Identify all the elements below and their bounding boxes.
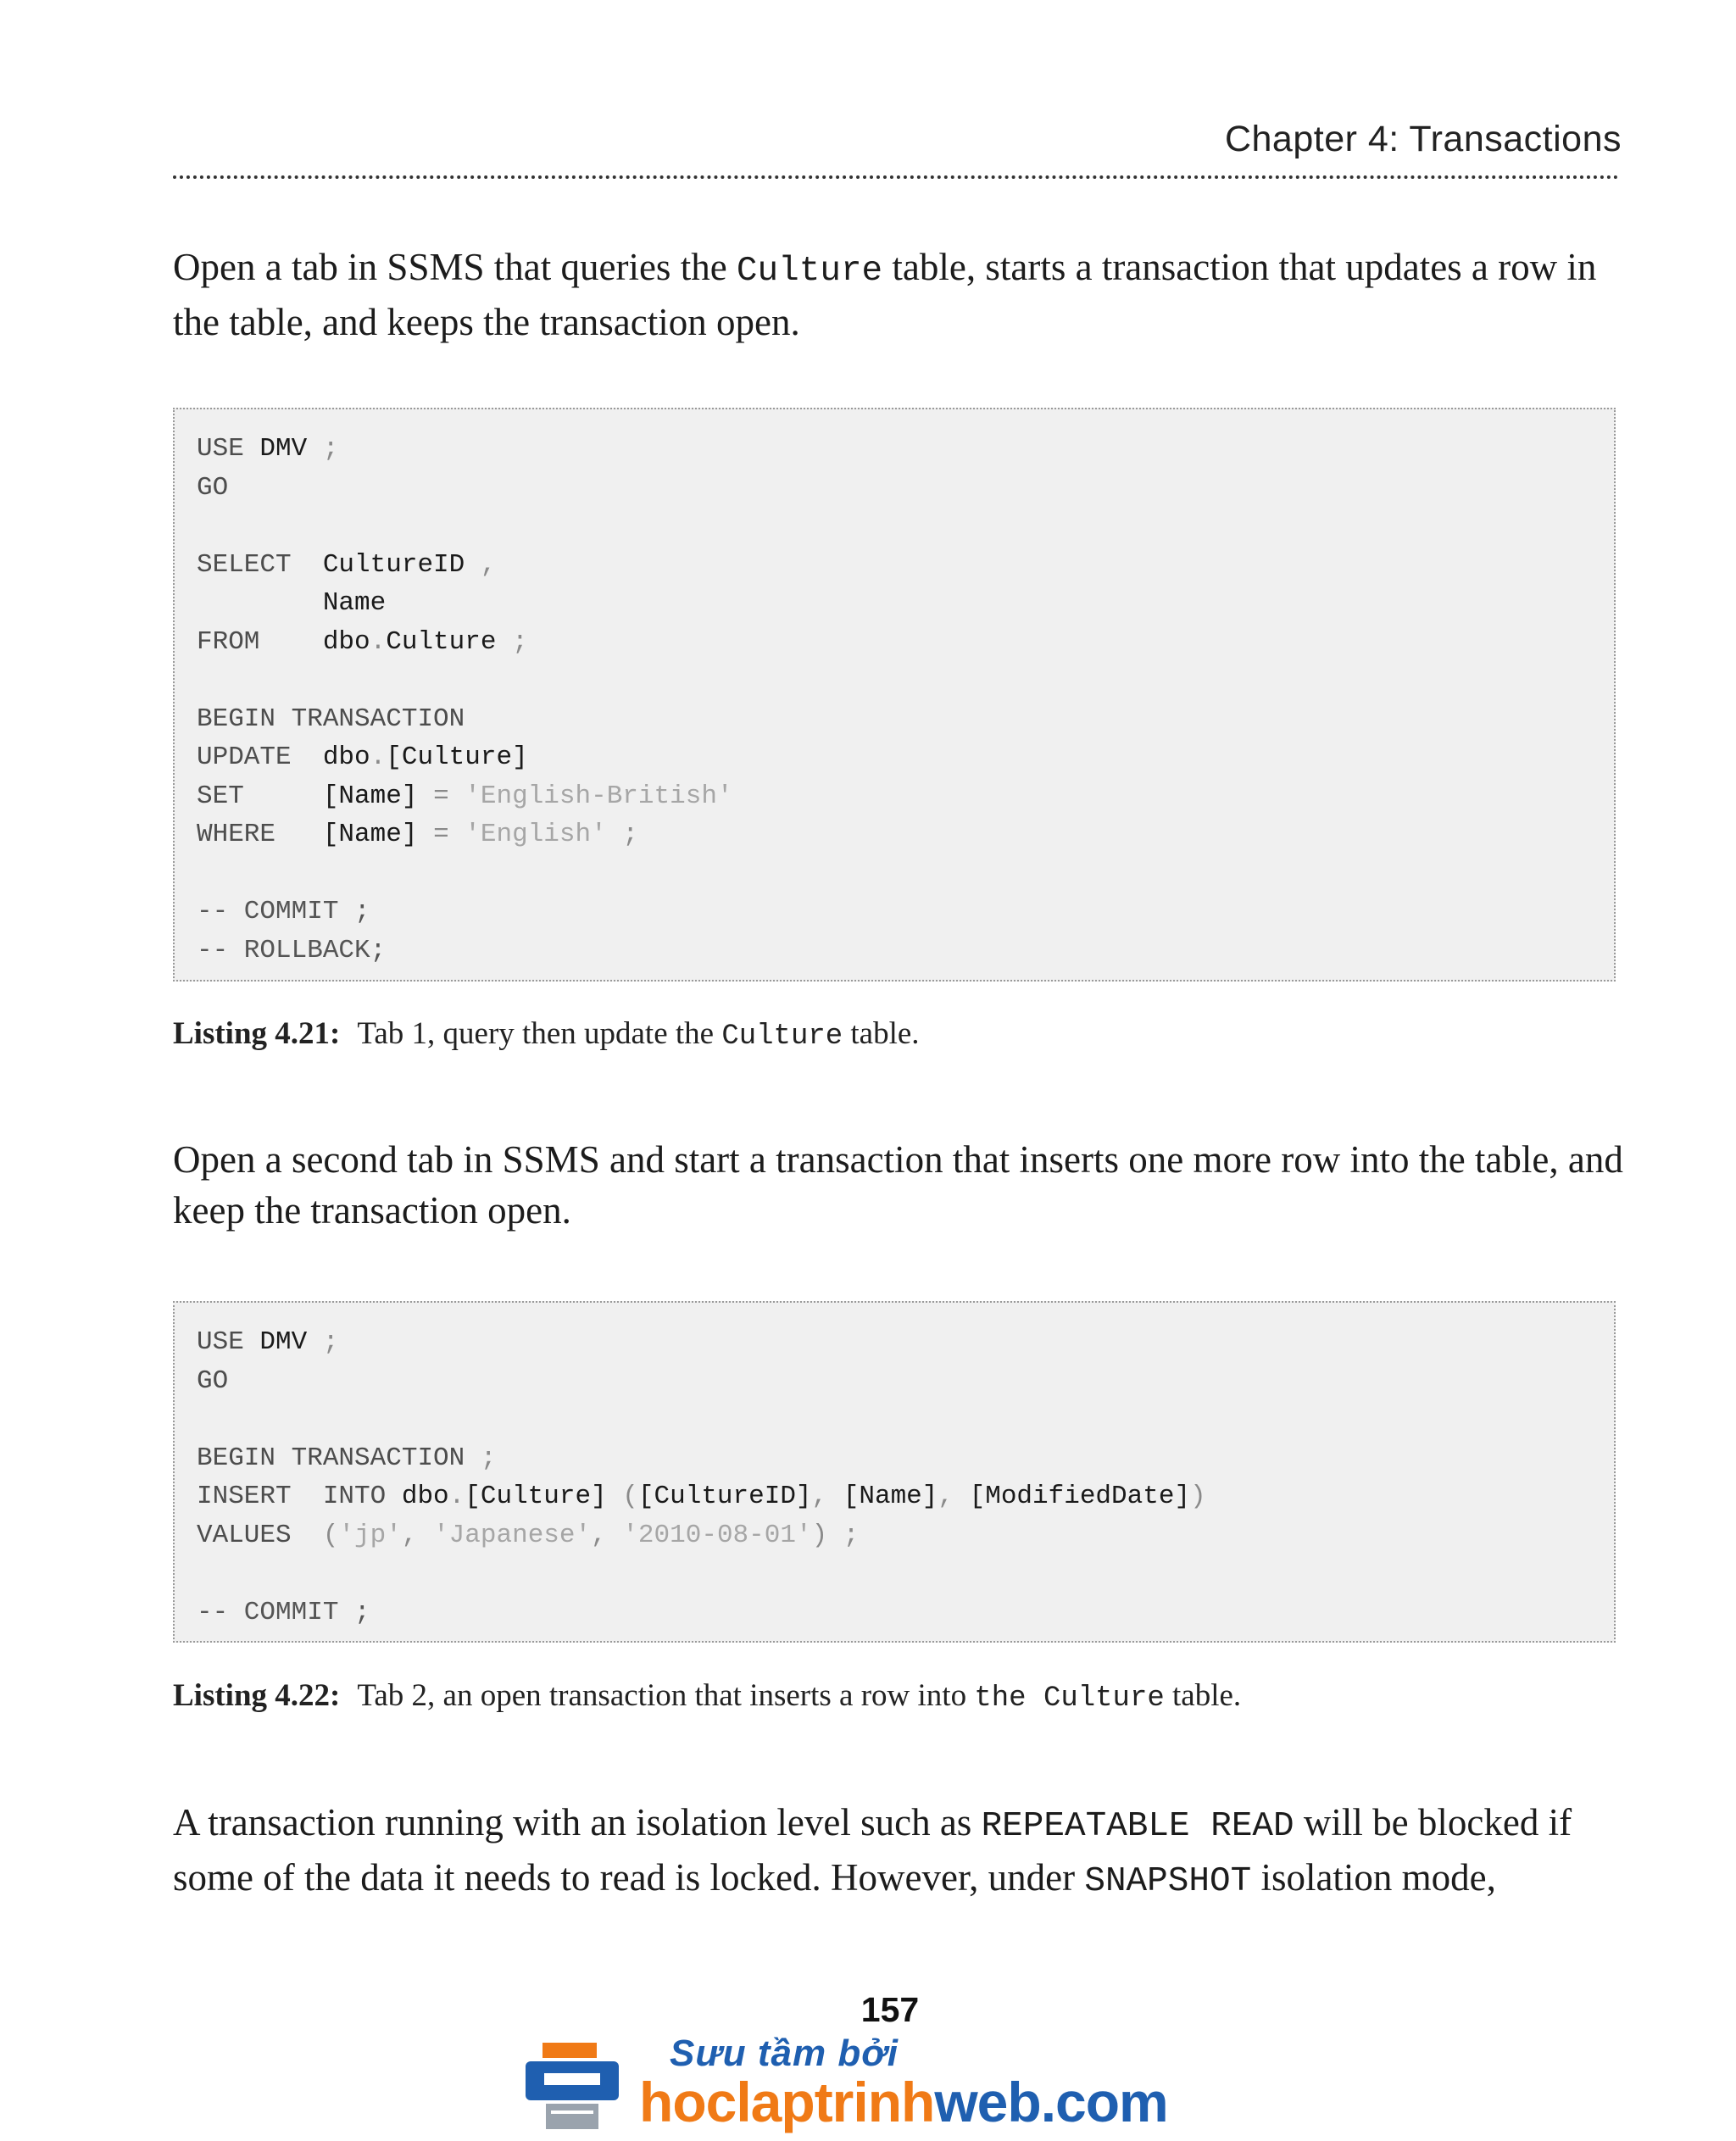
paragraph-3-code-b: SNAPSHOT	[1084, 1862, 1252, 1901]
code-token: WHERE	[197, 820, 323, 849]
code-token: [ModifiedDate]	[969, 1482, 1191, 1511]
code-line	[197, 777, 1614, 816]
caption-label: Listing 4.21:	[173, 1016, 341, 1051]
paragraph-3-code-a: REPEATABLE READ	[981, 1807, 1294, 1846]
listing-caption-4-22	[173, 1676, 1631, 1719]
watermark	[526, 2033, 1229, 2141]
code-token: 'English'	[465, 820, 623, 849]
code-line	[197, 931, 1614, 970]
code-line	[197, 1400, 1614, 1439]
code-token: BEGIN TRANSACTION	[197, 1443, 481, 1473]
caption-text-b: table.	[1164, 1678, 1242, 1713]
paragraph-1-code: Culture	[736, 252, 883, 291]
code-line	[197, 469, 1614, 508]
code-token: )	[1190, 1482, 1206, 1511]
code-token: 'Japanese'	[433, 1520, 592, 1550]
code-token: GO	[197, 472, 229, 503]
code-line	[197, 430, 1614, 469]
code-line	[197, 1439, 1614, 1478]
code-line	[197, 546, 1614, 585]
code-token: ;	[480, 1443, 497, 1473]
code-token: ;	[622, 820, 638, 849]
paragraph-1-text-a: Open a tab in SSMS that queries the	[173, 246, 737, 288]
code-token: INSERT INTO	[197, 1482, 402, 1511]
code-line	[197, 700, 1614, 739]
code-line	[197, 1323, 1614, 1362]
code-token: 'jp'	[338, 1520, 402, 1550]
code-line	[197, 1554, 1614, 1593]
printer-logo-icon	[526, 2043, 627, 2136]
code-token: (	[322, 1520, 339, 1550]
code-line	[197, 738, 1614, 777]
caption-text-a: Tab 2, an open transaction that inserts a row into	[357, 1678, 975, 1713]
code-token: -- COMMIT ;	[197, 1597, 370, 1627]
code-token: CultureID	[322, 549, 481, 580]
code-listing-4-22	[173, 1301, 1616, 1643]
code-token: VALUES	[197, 1520, 323, 1550]
code-token: dbo	[322, 742, 370, 772]
paragraph-3-text-a: A transaction running with an isolation level such as	[173, 1801, 982, 1843]
caption-text-b: table.	[843, 1016, 920, 1051]
code-token: '2010-08-01'	[622, 1520, 812, 1550]
code-token: SET	[197, 781, 323, 811]
code-token: (	[622, 1482, 638, 1511]
code-listing-4-21	[173, 408, 1616, 982]
chapter-title: Chapter 4: Transactions	[1224, 119, 1622, 159]
code-token: Name	[197, 588, 387, 618]
code-token: USE	[197, 434, 260, 464]
code-token: Culture	[386, 626, 513, 657]
code-line	[197, 854, 1614, 893]
code-token: USE	[197, 1327, 260, 1357]
brand-part-2: web	[934, 2071, 1041, 2133]
brand-part-3: .com	[1040, 2071, 1168, 2133]
code-line	[197, 623, 1614, 662]
code-token: DMV	[259, 1327, 323, 1357]
paragraph-1	[173, 242, 1631, 348]
code-token: ) ;	[811, 1520, 860, 1550]
code-token: DMV	[259, 434, 323, 464]
paragraph-3-text-b: will be blocked if some of the data it needs to read is locked. However, under	[173, 1801, 1572, 1899]
code-token: =	[433, 820, 465, 849]
code-line	[197, 507, 1614, 546]
caption-text-a: Tab 1, query then update the	[357, 1016, 722, 1051]
code-token: =	[433, 781, 465, 811]
code-token: -- COMMIT ;	[197, 897, 370, 926]
paragraph-3	[173, 1797, 1631, 1907]
code-token: [Culture]	[465, 1482, 623, 1511]
code-token: ,	[480, 549, 497, 580]
caption-label: Listing 4.22:	[173, 1678, 341, 1713]
code-token: dbo	[322, 626, 370, 657]
code-token: .	[448, 1482, 465, 1511]
code-line	[197, 1362, 1614, 1401]
code-token: [Name]	[843, 1482, 938, 1511]
paragraph-1-text-b: table, starts a transaction that updates a row in the table, and keeps the transaction open.	[173, 246, 1597, 343]
code-token: .	[370, 742, 387, 772]
code-token: .	[370, 626, 387, 657]
code-line	[197, 893, 1614, 931]
code-token: 'English-British'	[465, 781, 733, 811]
code-token: BEGIN TRANSACTION	[197, 703, 465, 734]
page-number: 157	[860, 1990, 920, 2029]
code-token: UPDATE	[197, 742, 323, 772]
code-line	[197, 1593, 1614, 1632]
caption-code: the Culture	[974, 1682, 1165, 1715]
header-divider	[173, 175, 1619, 179]
code-token: ;	[512, 626, 528, 657]
paragraph-2: Open a second tab in SSMS and start a transaction that inserts one more row into the table, and keep the transaction open.	[173, 1138, 1623, 1232]
code-token: -- ROLLBACK;	[197, 935, 387, 965]
caption-code: Culture	[721, 1020, 843, 1053]
code-line	[197, 584, 1614, 623]
code-token: [Name]	[322, 820, 434, 849]
code-token: ,	[811, 1482, 843, 1511]
code-token: ,	[938, 1482, 970, 1511]
brand-part-1: hoclaptrinh	[639, 2071, 935, 2133]
code-line	[197, 661, 1614, 700]
code-token: [CultureID]	[637, 1482, 812, 1511]
code-token: ,	[401, 1520, 434, 1550]
code-token: ;	[322, 434, 339, 464]
code-token: GO	[197, 1365, 229, 1396]
code-line	[197, 1516, 1614, 1555]
paragraph-3-text-c: isolation mode,	[1251, 1856, 1496, 1899]
watermark-brand	[639, 2070, 1168, 2134]
code-token: [Name]	[322, 781, 434, 811]
code-line	[197, 1477, 1614, 1516]
code-token: FROM	[197, 626, 323, 657]
code-token: [Culture]	[386, 742, 528, 772]
listing-caption-4-21	[173, 1014, 1631, 1057]
code-token: SELECT	[197, 549, 323, 580]
code-line	[197, 815, 1614, 854]
code-token: dbo	[401, 1482, 449, 1511]
watermark-tagline: Sưu tầm bởi	[670, 2033, 899, 2074]
code-token: ;	[322, 1327, 339, 1357]
code-token: ,	[591, 1520, 623, 1550]
